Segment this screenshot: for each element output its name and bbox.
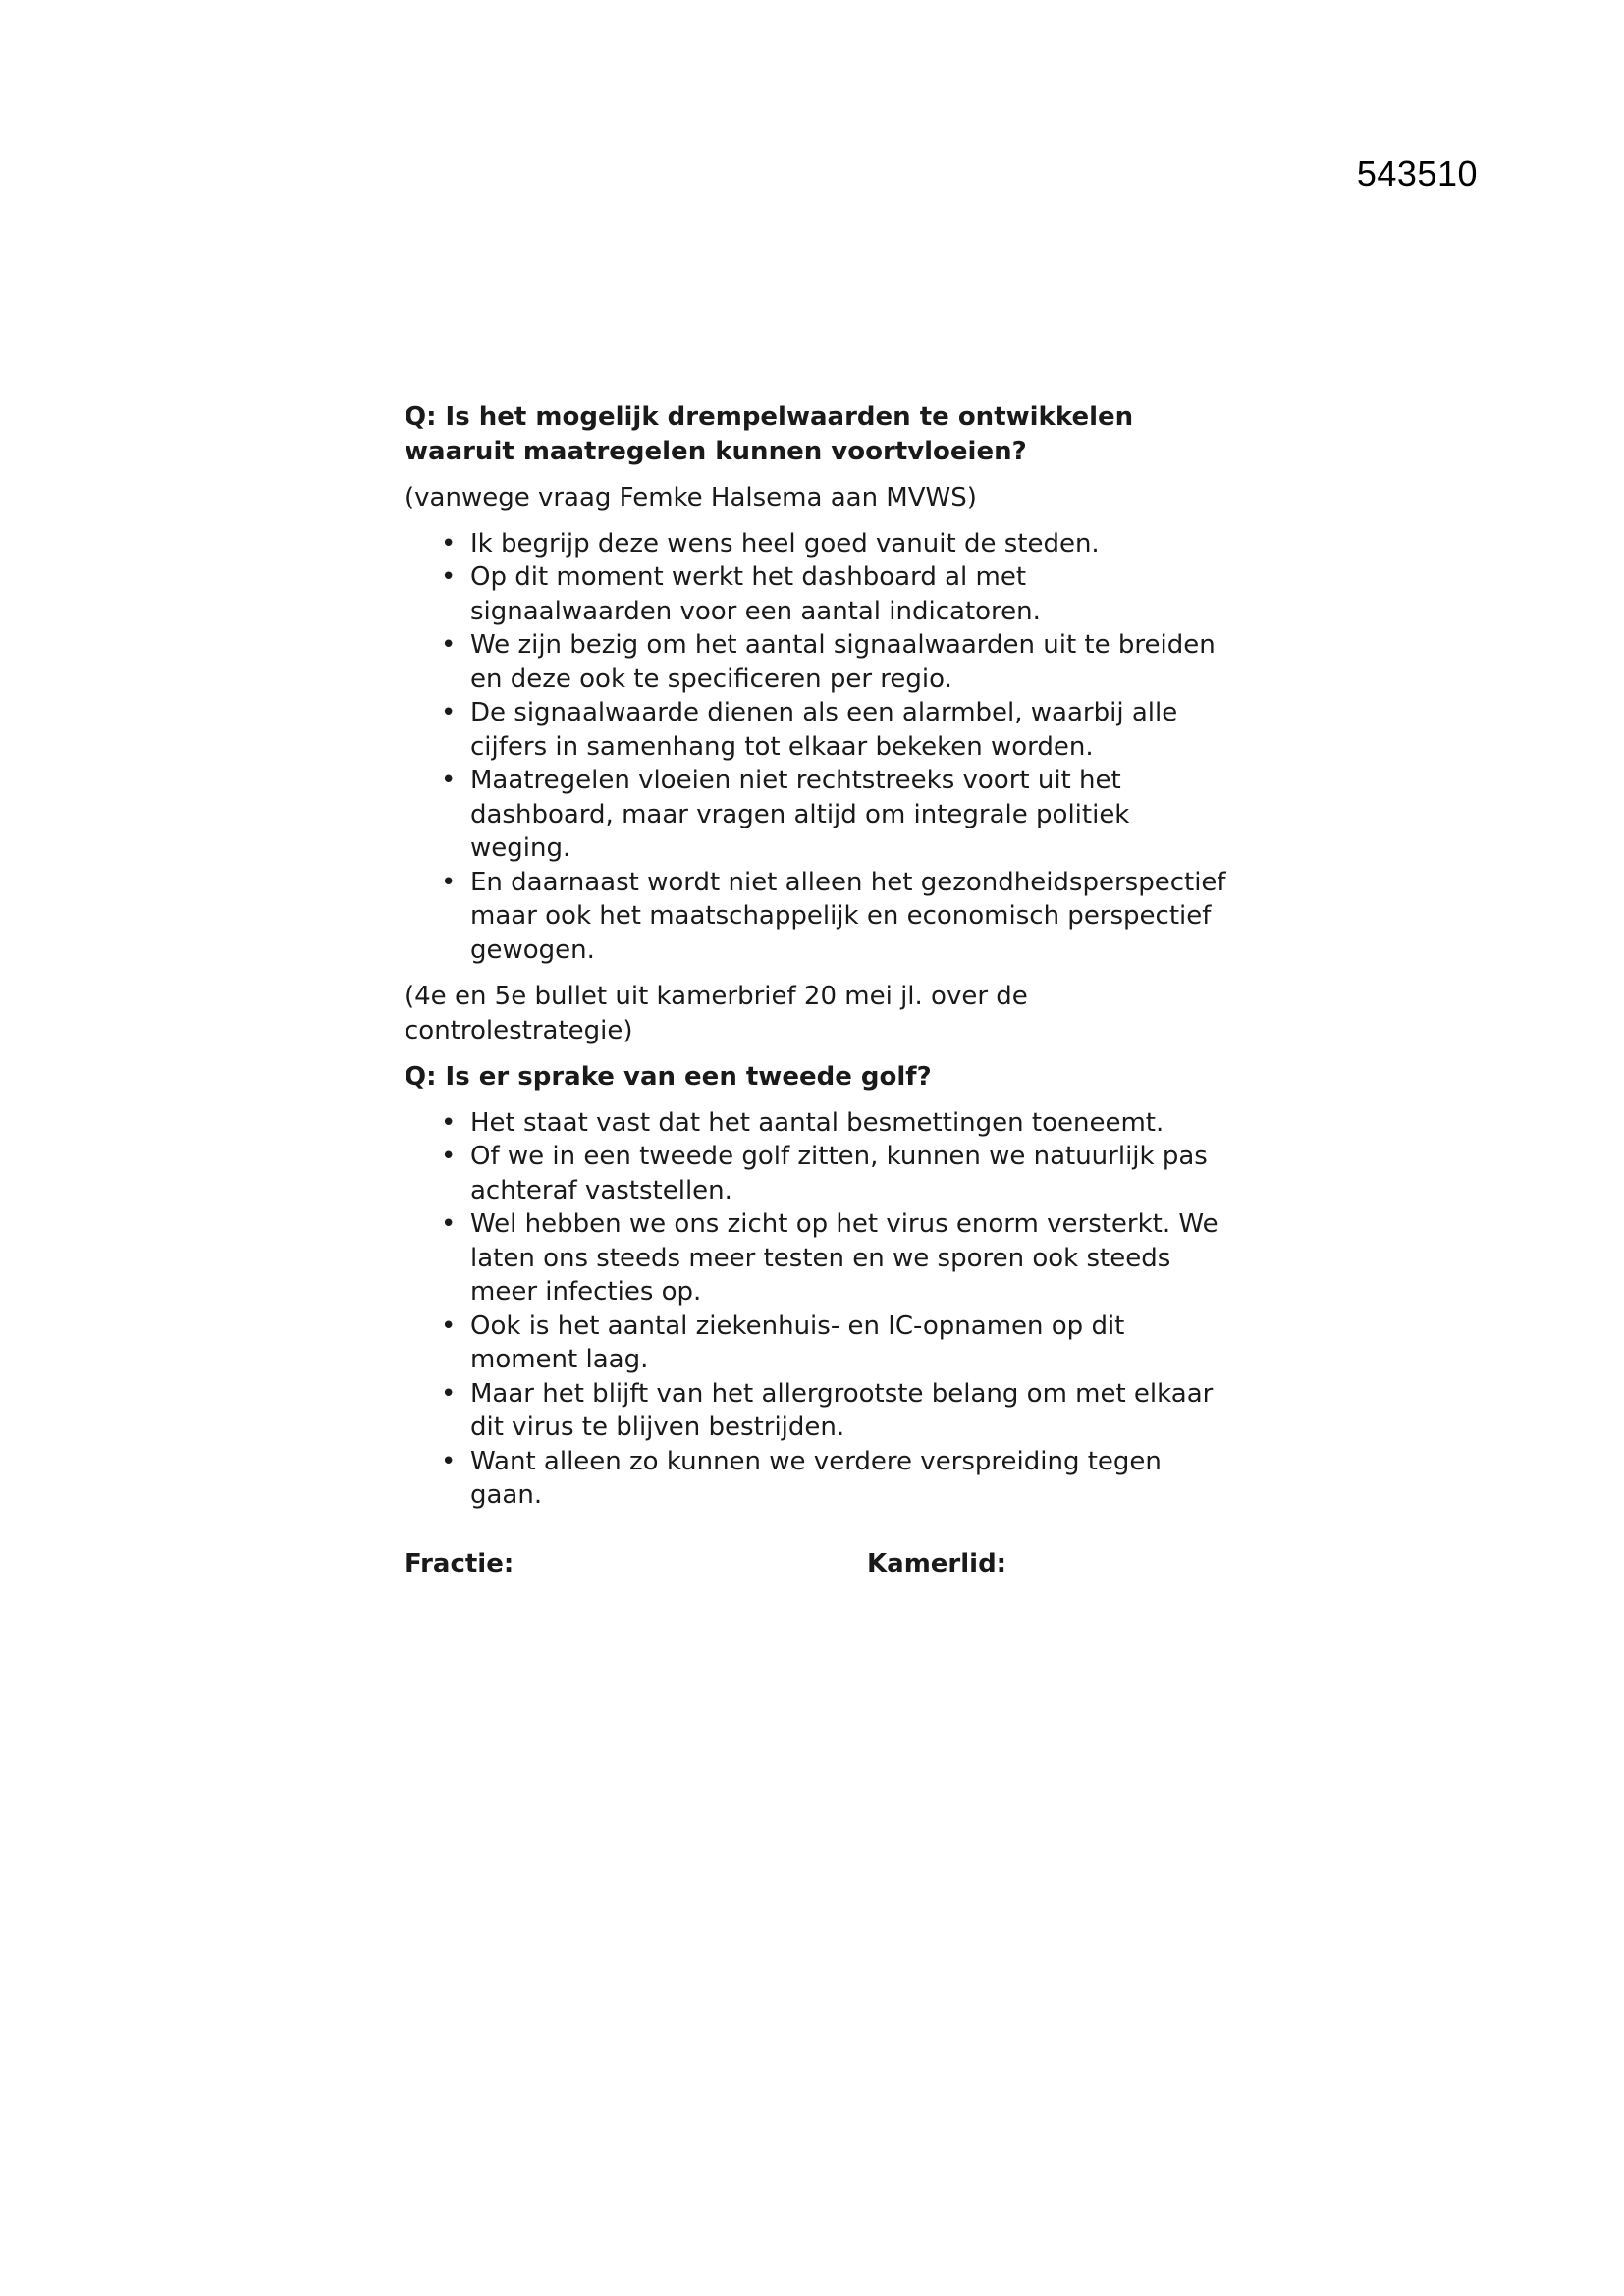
list-item-text: dashboard, maar vragen altijd om integrale politiek xyxy=(470,799,1130,829)
question-1-line-1: Q: Is het mogelijk drempelwaarden te ontwikkelen xyxy=(405,402,1134,432)
question-1-note: (vanwege vraag Femke Halsema aan MVWS) xyxy=(405,483,977,512)
list-item xyxy=(405,561,1249,628)
list-item-text: weging. xyxy=(470,833,571,863)
list-item-text: gaan. xyxy=(470,1480,543,1510)
source-note xyxy=(405,980,1249,1047)
bullet-icon: • xyxy=(441,1107,457,1138)
list-item-text: en deze ook te specificeren per regio. xyxy=(470,664,952,694)
list-item-text: achteraf vaststellen. xyxy=(470,1175,732,1205)
question-2-title: Q: Is er sprake van een tweede golf? xyxy=(405,1062,932,1092)
list-item-text: We zijn bezig om het aantal signaalwaarden uit te breiden xyxy=(470,630,1216,660)
source-note-line-2: controlestrategie) xyxy=(405,1015,633,1045)
bullet-icon: • xyxy=(441,1446,457,1476)
list-item xyxy=(405,1106,1249,1141)
list-item xyxy=(405,527,1249,561)
list-item xyxy=(405,1445,1249,1513)
fractie-label: Fractie: xyxy=(405,1548,514,1578)
bullet-icon: • xyxy=(441,1209,457,1239)
kamerlid-label: Kamerlid: xyxy=(867,1548,1007,1578)
list-item-text: laten ons steeds meer testen en we sporen ook steeds xyxy=(470,1243,1171,1273)
list-item-text: Ook is het aantal ziekenhuis- en IC-opnamen op dit xyxy=(470,1310,1125,1341)
list-item-text: En daarnaast wordt niet alleen het gezondheidsperspectief xyxy=(470,867,1226,897)
bullet-icon: • xyxy=(441,630,457,660)
bullet-icon: • xyxy=(441,1310,457,1341)
list-item-text: signaalwaarden voor een aantal indicatoren. xyxy=(470,596,1041,626)
list-item-text: Maar het blijft van het allergrootste belang om met elkaar xyxy=(470,1378,1214,1409)
list-item xyxy=(405,696,1249,764)
list-item-text: maar ook het maatschappelijk en economisch perspectief xyxy=(470,901,1212,931)
list-item-text: Op dit moment werkt het dashboard al met xyxy=(470,562,1027,592)
bullet-icon: • xyxy=(441,766,457,795)
list-item-text: cijfers in samenhang tot elkaar bekeken worden. xyxy=(470,731,1094,762)
list-item xyxy=(405,1377,1249,1445)
list-item-text: Maatregelen vloeien niet rechtstreeks voort uit het xyxy=(470,766,1121,795)
bullet-icon: • xyxy=(441,1378,457,1409)
question-1-title xyxy=(405,400,1249,468)
list-item xyxy=(405,1309,1249,1377)
answer-1-bullet-list xyxy=(405,527,1249,968)
list-item-text: Wel hebben we ons zicht op het virus enorm versterkt. We xyxy=(470,1209,1218,1239)
list-item xyxy=(405,764,1249,866)
document-body xyxy=(405,400,1249,1582)
list-item-text: Want alleen zo kunnen we verdere verspreiding tegen xyxy=(470,1446,1162,1476)
list-item-text: Het staat vast dat het aantal besmettingen toeneemt. xyxy=(470,1107,1164,1138)
answer-2-bullet-list xyxy=(405,1106,1249,1513)
bullet-icon: • xyxy=(441,528,457,559)
list-item-text: meer infecties op. xyxy=(470,1277,702,1307)
signature-fields xyxy=(405,1547,1249,1582)
list-item xyxy=(405,866,1249,968)
document-number: 543510 xyxy=(1356,153,1478,193)
list-item-text: Of we in een tweede golf zitten, kunnen we natuurlijk pas xyxy=(470,1142,1208,1171)
list-item-text: De signaalwaarde dienen als een alarmbel, waarbij alle xyxy=(470,698,1178,727)
bullet-icon: • xyxy=(441,698,457,727)
list-item-text: Ik begrijp deze wens heel goed vanuit de steden. xyxy=(470,528,1100,559)
list-item xyxy=(405,628,1249,696)
list-item xyxy=(405,1140,1249,1207)
list-item xyxy=(405,1207,1249,1309)
question-1-line-2: waaruit maatregelen kunnen voortvloeien? xyxy=(405,436,1027,466)
bullet-icon: • xyxy=(441,1142,457,1171)
bullet-icon: • xyxy=(441,562,457,592)
list-item-text: gewogen. xyxy=(470,934,595,965)
list-item-text: dit virus te blijven bestrijden. xyxy=(470,1413,845,1442)
source-note-line-1: (4e en 5e bullet uit kamerbrief 20 mei jl. over de xyxy=(405,982,1028,1011)
bullet-icon: • xyxy=(441,867,457,897)
list-item-text: moment laag. xyxy=(470,1345,649,1374)
